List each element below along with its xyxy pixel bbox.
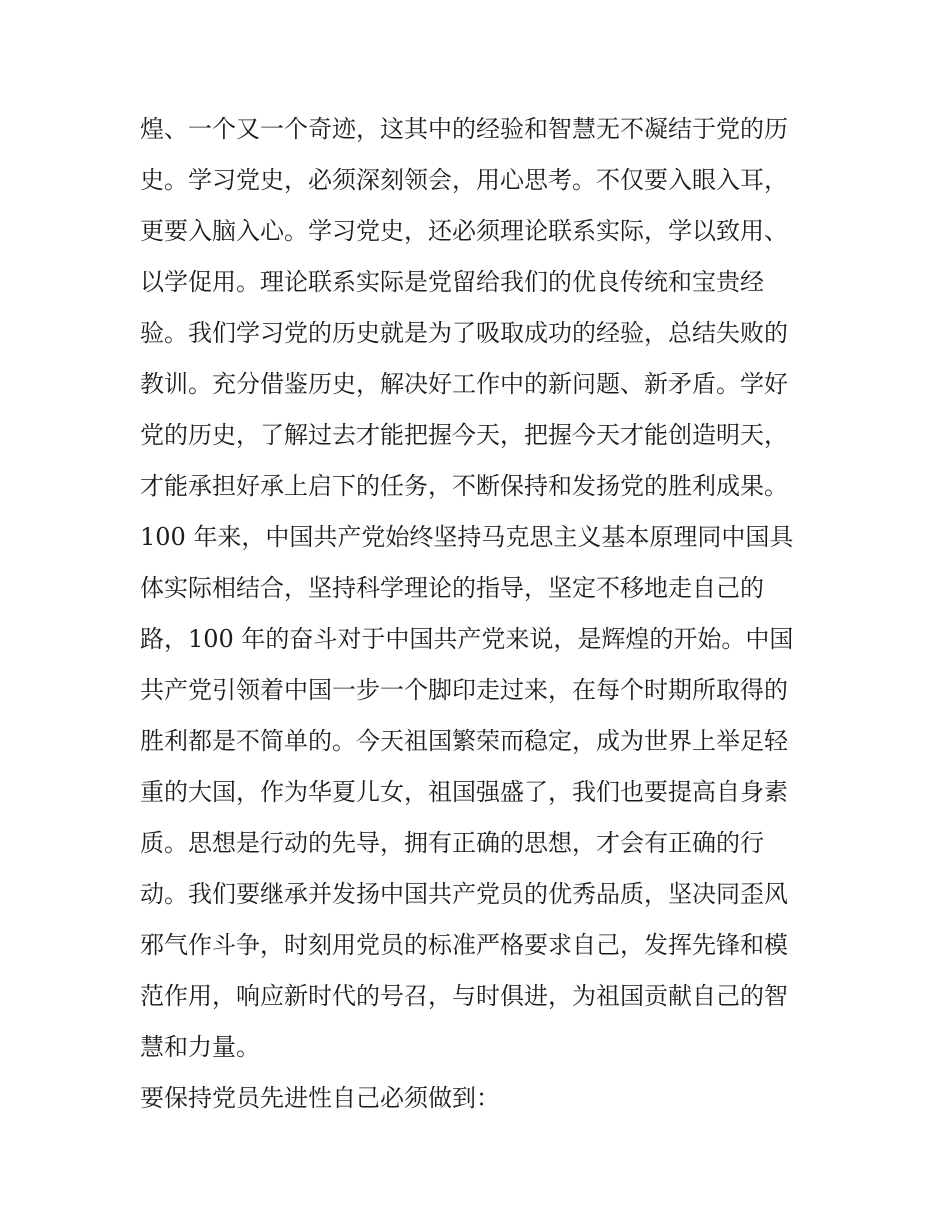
paragraph-line: 党的历史，了解过去才能把握今天，把握今天才能创造明天， xyxy=(140,421,788,449)
paragraph-line: 邪气作斗争，时刻用党员的标准严格要求自己，发挥先锋和模 xyxy=(140,931,788,959)
paragraph-line: 动。我们要继承并发扬中国共产党员的优秀品质，坚决同歪风 xyxy=(140,880,788,908)
paragraph-line: 胜利都是不简单的。今天祖国繁荣而稳定，成为世界上举足轻 xyxy=(140,727,788,755)
paragraph-line: 体实际相结合，坚持科学理论的指导，坚定不移地走自己的 xyxy=(140,574,764,602)
paragraph-line: 才能承担好承上启下的任务，不断保持和发扬党的胜利成果。 xyxy=(140,472,788,500)
paragraph-line: 100 年来，中国共产党始终坚持马克思主义基本原理同中国具 xyxy=(140,523,794,551)
paragraph-line: 路，100 年的奋斗对于中国共产党来说，是辉煌的开始。中国 xyxy=(140,625,794,653)
paragraph-line: 教训。充分借鉴历史，解决好工作中的新问题、新矛盾。学好 xyxy=(140,370,788,398)
paragraph-line: 慧和力量。 xyxy=(140,1033,260,1061)
paragraph-line: 重的大国，作为华夏儿女，祖国强盛了，我们也要提高自身素 xyxy=(140,778,788,806)
paragraph-line: 煌、一个又一个奇迹，这其中的经验和智慧无不凝结于党的历 xyxy=(140,115,788,143)
paragraph-line: 以学促用。理论联系实际是党留给我们的优良传统和宝贵经 xyxy=(140,268,764,296)
paragraph-line: 验。我们学习党的历史就是为了吸取成功的经验，总结失败的 xyxy=(140,319,788,347)
paragraph-line: 史。学习党史，必须深刻领会，用心思考。不仅要入眼入耳， xyxy=(140,166,788,194)
document-body xyxy=(140,104,820,1124)
paragraph-line: 共产党引领着中国一步一个脚印走过来，在每个时期所取得的 xyxy=(140,676,788,704)
paragraph-line: 范作用，响应新时代的号召，与时俱进，为祖国贡献自己的智 xyxy=(140,982,788,1010)
paragraph-line: 更要入脑入心。学习党史，还必须理论联系实际，学以致用、 xyxy=(140,217,788,245)
section-heading-line: 要保持党员先进性自己必须做到： xyxy=(140,1084,500,1112)
paragraph-line: 质。思想是行动的先导，拥有正确的思想，才会有正确的行 xyxy=(140,829,764,857)
